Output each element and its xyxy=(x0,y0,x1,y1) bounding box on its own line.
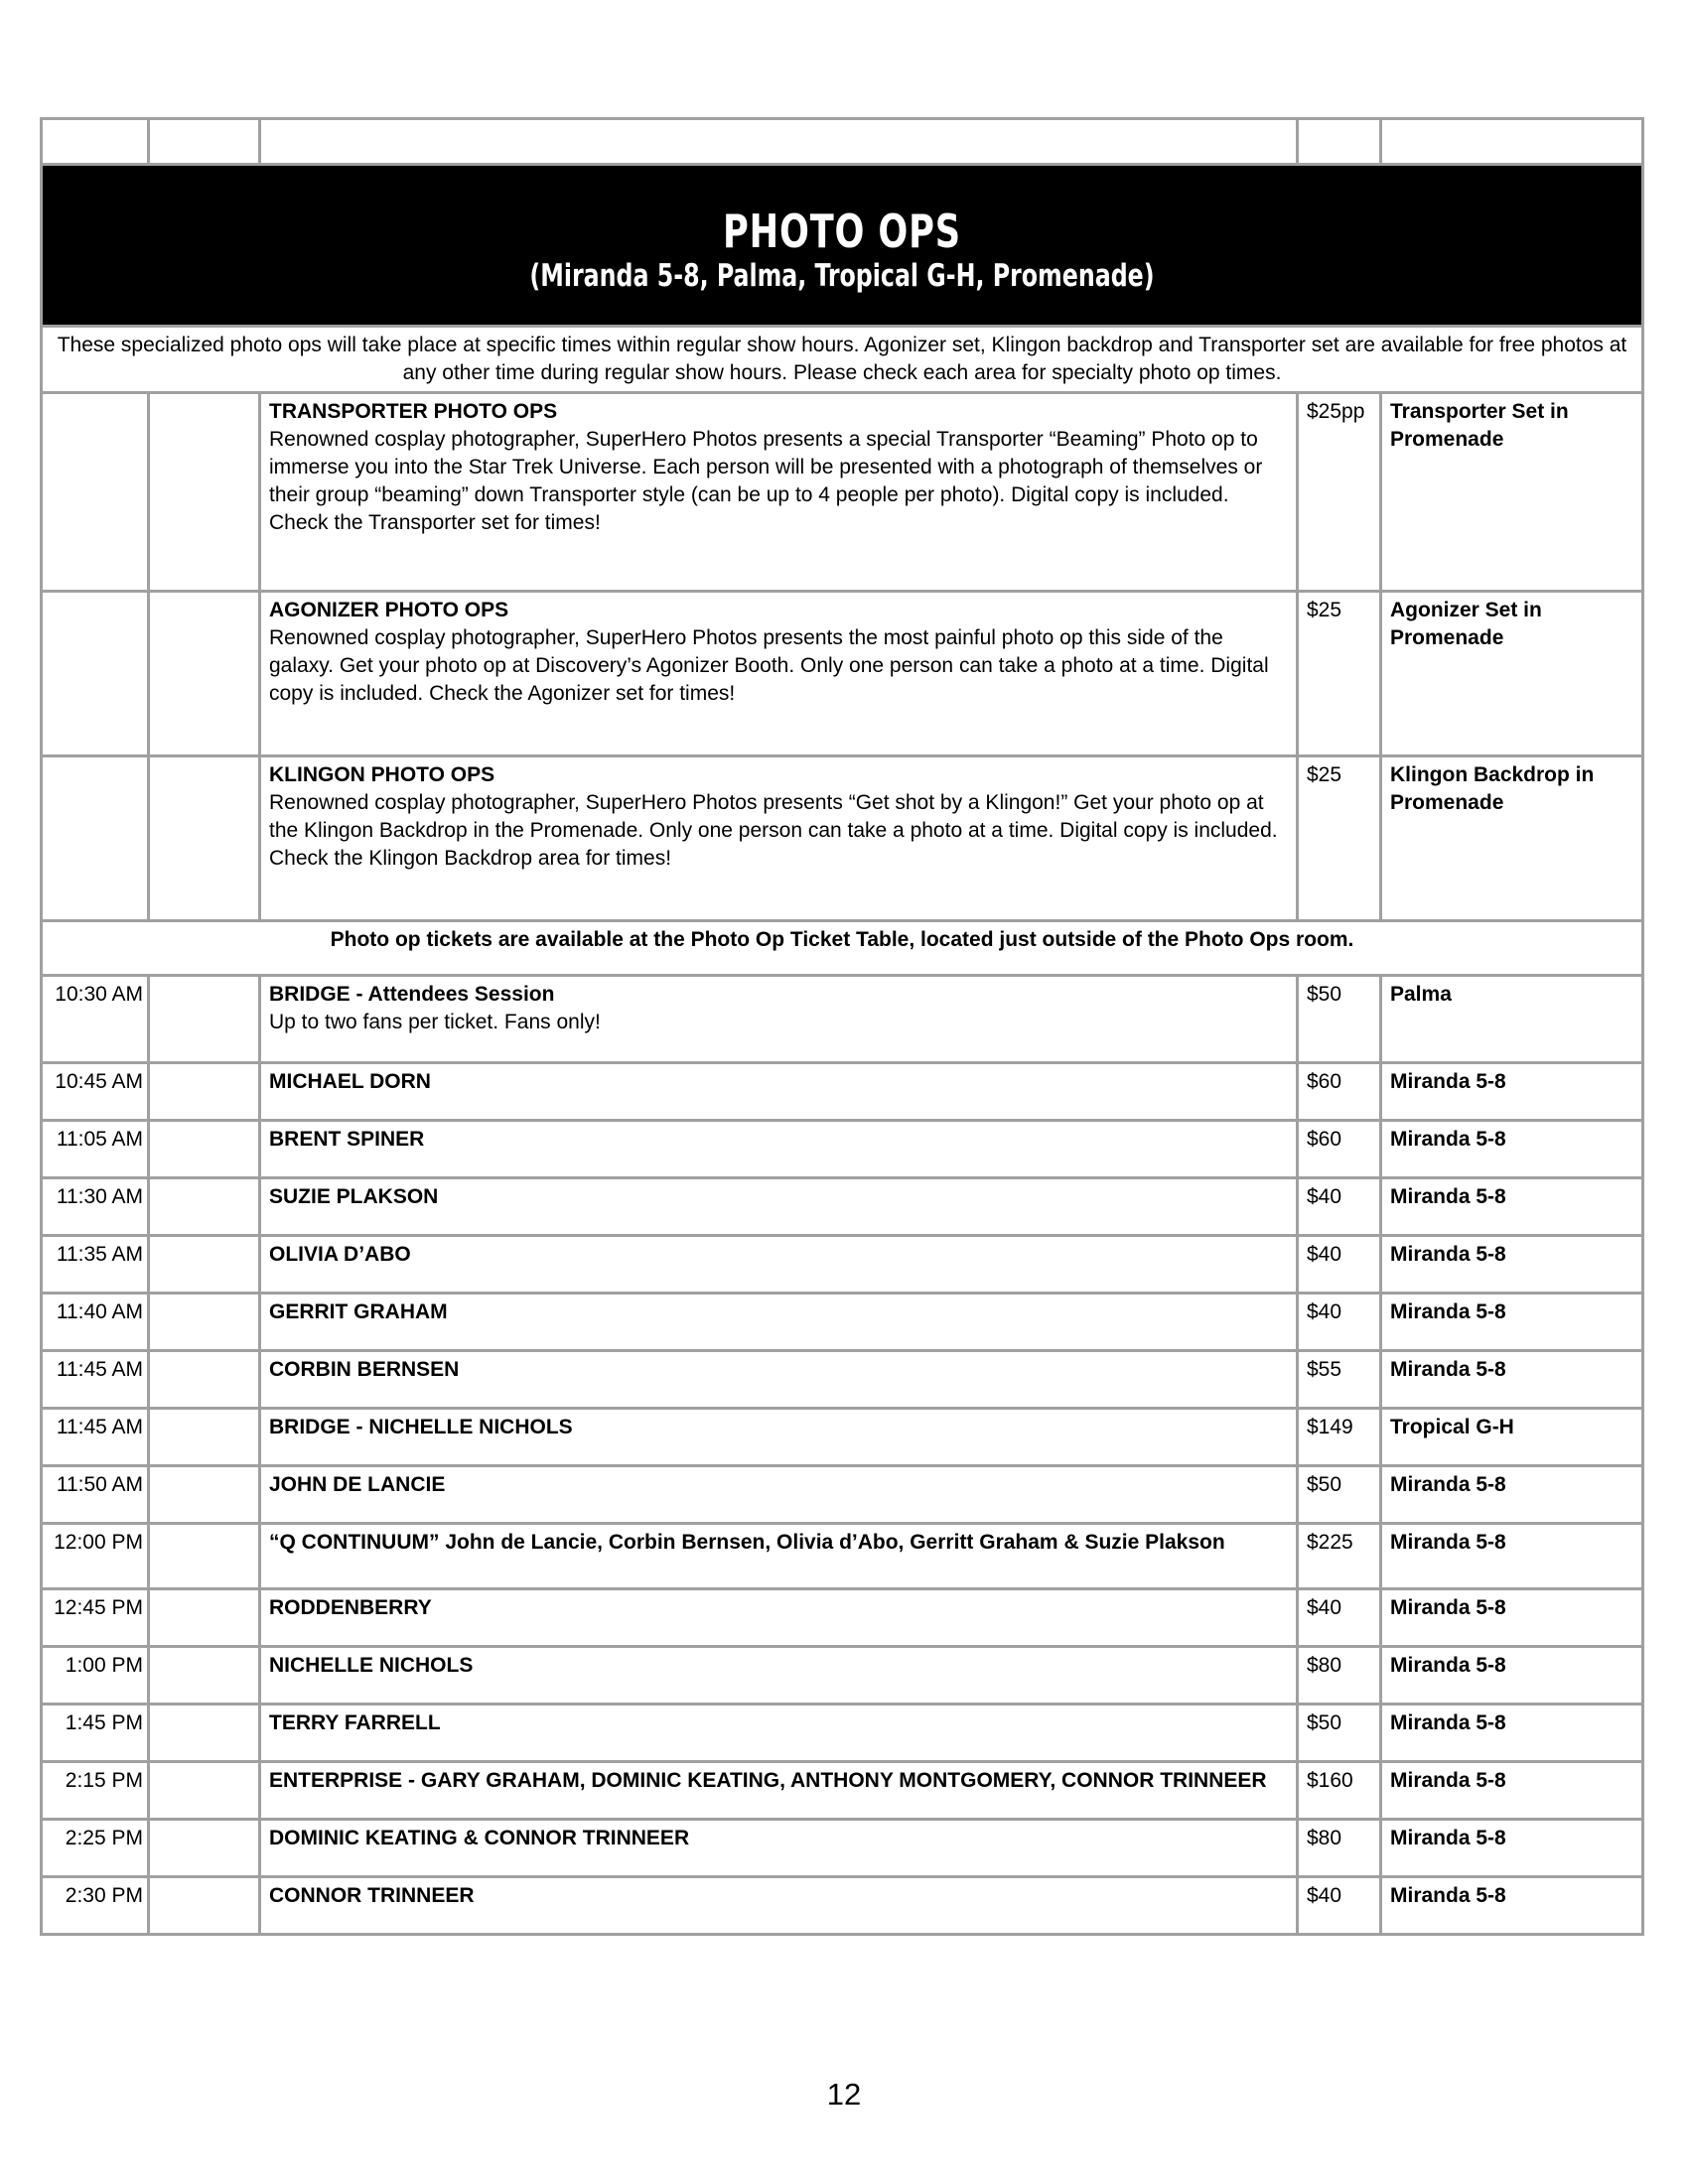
session-time: 11:45 AM xyxy=(42,1351,149,1409)
special-description: Renowned cosplay photographer, SuperHero Photos presents “Get shot by a Klingon!” Get your photo op at the Klingon Backdrop in the Promenade. Only one person can take a photo at a time. Digital copy is included. Check the Klingon Backdrop area for times! xyxy=(269,791,1278,870)
special-title: AGONIZER PHOTO OPS xyxy=(269,599,509,621)
banner xyxy=(42,165,1643,327)
special-description: Renowned cosplay photographer, SuperHero Photos presents the most painful photo op this side of the galaxy. Get your photo op at Discovery’s Agonizer Booth. Only one person can take a photo at a time. Digital copy is included. Check the Agonizer set for times! xyxy=(269,626,1269,705)
session-title-cell xyxy=(260,1877,1298,1935)
empty-cell xyxy=(42,592,149,756)
empty-cell xyxy=(149,592,260,756)
special-photo-op-row xyxy=(42,756,1643,921)
session-location: Miranda 5-8 xyxy=(1381,1762,1643,1820)
special-price: $25 xyxy=(1298,592,1381,756)
session-time: 2:30 PM xyxy=(42,1877,149,1935)
session-row xyxy=(42,1647,1643,1705)
session-location: Miranda 5-8 xyxy=(1381,1705,1643,1762)
empty-cell xyxy=(149,1705,260,1762)
intro-text: These specialized photo ops will take place at specific times within regular show hours. Agonizer set, Klingon backdrop and Transporter set are available for free photos at any other time during regular show hours. Please check each area for specialty photo op times. xyxy=(42,327,1643,393)
special-price: $25 xyxy=(1298,756,1381,921)
session-row xyxy=(42,1820,1643,1877)
special-photo-op-row xyxy=(42,592,1643,756)
session-title: JOHN DE LANCIE xyxy=(269,1473,446,1496)
session-title: ENTERPRISE - GARY GRAHAM, DOMINIC KEATING, ANTHONY MONTGOMERY, CONNOR TRINNEER xyxy=(269,1769,1267,1792)
session-price: $160 xyxy=(1298,1762,1381,1820)
session-location: Miranda 5-8 xyxy=(1381,1294,1643,1351)
special-location: Klingon Backdrop in Promenade xyxy=(1381,756,1643,921)
session-location: Miranda 5-8 xyxy=(1381,1524,1643,1589)
header-spacer-row xyxy=(42,119,1643,165)
session-title-cell xyxy=(260,1589,1298,1647)
session-title-cell xyxy=(260,1351,1298,1409)
special-location: Agonizer Set in Promenade xyxy=(1381,592,1643,756)
empty-cell xyxy=(149,976,260,1063)
session-title: DOMINIC KEATING & CONNOR TRINNEER xyxy=(269,1827,690,1849)
empty-cell xyxy=(42,119,149,165)
session-price: $40 xyxy=(1298,1178,1381,1236)
empty-cell xyxy=(260,119,1298,165)
session-location: Miranda 5-8 xyxy=(1381,1647,1643,1705)
session-price: $40 xyxy=(1298,1589,1381,1647)
session-title-cell xyxy=(260,1705,1298,1762)
session-time: 10:45 AM xyxy=(42,1063,149,1121)
empty-cell xyxy=(42,393,149,592)
session-title: BRENT SPINER xyxy=(269,1128,425,1151)
session-row xyxy=(42,1877,1643,1935)
session-title-cell xyxy=(260,1294,1298,1351)
empty-cell xyxy=(149,1466,260,1524)
session-location: Miranda 5-8 xyxy=(1381,1466,1643,1524)
session-title: OLIVIA D’ABO xyxy=(269,1243,411,1266)
session-title-cell xyxy=(260,1178,1298,1236)
empty-cell xyxy=(149,1121,260,1178)
session-time: 11:30 AM xyxy=(42,1178,149,1236)
session-price: $50 xyxy=(1298,1705,1381,1762)
session-price: $40 xyxy=(1298,1294,1381,1351)
empty-cell xyxy=(149,1762,260,1820)
session-title-cell xyxy=(260,1820,1298,1877)
banner-subtitle: (Miranda 5-8, Palma, Tropical G-H, Promenade) xyxy=(529,258,1155,294)
session-title-cell xyxy=(260,1236,1298,1294)
special-description-cell xyxy=(260,393,1298,592)
banner-title: PHOTO OPS xyxy=(723,205,961,258)
photo-ops-table xyxy=(40,117,1644,1936)
session-row xyxy=(42,1705,1643,1762)
session-location: Miranda 5-8 xyxy=(1381,1236,1643,1294)
empty-cell xyxy=(149,1178,260,1236)
empty-cell xyxy=(1381,119,1643,165)
special-location: Transporter Set in Promenade xyxy=(1381,393,1643,592)
session-row xyxy=(42,976,1643,1063)
special-title: TRANSPORTER PHOTO OPS xyxy=(269,400,558,423)
session-row xyxy=(42,1589,1643,1647)
session-time: 1:45 PM xyxy=(42,1705,149,1762)
session-location: Miranda 5-8 xyxy=(1381,1121,1643,1178)
session-price: $50 xyxy=(1298,976,1381,1063)
session-time: 11:35 AM xyxy=(42,1236,149,1294)
session-row xyxy=(42,1063,1643,1121)
banner-row xyxy=(42,165,1643,327)
empty-cell xyxy=(149,756,260,921)
session-price: $60 xyxy=(1298,1121,1381,1178)
empty-cell xyxy=(149,119,260,165)
session-price: $55 xyxy=(1298,1351,1381,1409)
session-title: GERRIT GRAHAM xyxy=(269,1300,448,1323)
session-title-cell xyxy=(260,1063,1298,1121)
special-title: KLINGON PHOTO OPS xyxy=(269,763,495,786)
session-note: Up to two fans per ticket. Fans only! xyxy=(269,1011,601,1033)
session-title: NICHELLE NICHOLS xyxy=(269,1654,474,1677)
session-row xyxy=(42,1524,1643,1589)
empty-cell xyxy=(149,1647,260,1705)
empty-cell xyxy=(149,1589,260,1647)
session-time: 11:50 AM xyxy=(42,1466,149,1524)
special-description-cell xyxy=(260,756,1298,921)
session-price: $80 xyxy=(1298,1820,1381,1877)
empty-cell xyxy=(149,1820,260,1877)
session-location: Miranda 5-8 xyxy=(1381,1063,1643,1121)
session-location: Miranda 5-8 xyxy=(1381,1877,1643,1935)
session-title: CONNOR TRINNEER xyxy=(269,1884,475,1907)
session-time: 11:05 AM xyxy=(42,1121,149,1178)
session-time: 11:40 AM xyxy=(42,1294,149,1351)
empty-cell xyxy=(42,756,149,921)
session-price: $225 xyxy=(1298,1524,1381,1589)
session-time: 1:00 PM xyxy=(42,1647,149,1705)
session-time: 2:25 PM xyxy=(42,1820,149,1877)
session-row xyxy=(42,1294,1643,1351)
special-description-cell xyxy=(260,592,1298,756)
session-row xyxy=(42,1178,1643,1236)
session-location: Miranda 5-8 xyxy=(1381,1178,1643,1236)
session-price: $40 xyxy=(1298,1236,1381,1294)
session-price: $50 xyxy=(1298,1466,1381,1524)
session-row xyxy=(42,1351,1643,1409)
special-photo-op-row xyxy=(42,393,1643,592)
empty-cell xyxy=(149,1524,260,1589)
session-title: TERRY FARRELL xyxy=(269,1711,441,1734)
session-title: “Q CONTINUUM” John de Lancie, Corbin Bernsen, Olivia d’Abo, Gerritt Graham & Suzie Plakson xyxy=(269,1531,1225,1554)
session-location: Miranda 5-8 xyxy=(1381,1351,1643,1409)
session-row xyxy=(42,1409,1643,1466)
session-time: 12:00 PM xyxy=(42,1524,149,1589)
session-title: SUZIE PLAKSON xyxy=(269,1185,439,1208)
session-price: $60 xyxy=(1298,1063,1381,1121)
session-title: BRIDGE - Attendees Session xyxy=(269,983,555,1006)
ticket-notice: Photo op tickets are available at the Photo Op Ticket Table, located just outside of the Photo Ops room. xyxy=(42,921,1643,976)
session-location: Palma xyxy=(1381,976,1643,1063)
session-price: $40 xyxy=(1298,1877,1381,1935)
empty-cell xyxy=(149,393,260,592)
empty-cell xyxy=(149,1063,260,1121)
session-row xyxy=(42,1236,1643,1294)
empty-cell xyxy=(149,1294,260,1351)
special-description: Renowned cosplay photographer, SuperHero Photos presents a special Transporter “Beaming” Photo op to immerse you into the Star Trek Universe. Each person will be presented with a photograph of themselves or their group “beaming” down Transporter style (can be up to 4 people per photo). Digital copy is included. Check the Transporter set for times! xyxy=(269,428,1263,534)
ticket-notice-row xyxy=(42,921,1643,976)
session-row xyxy=(42,1762,1643,1820)
session-row xyxy=(42,1121,1643,1178)
session-title-cell xyxy=(260,1466,1298,1524)
session-title-cell xyxy=(260,1647,1298,1705)
session-time: 10:30 AM xyxy=(42,976,149,1063)
page-number: 12 xyxy=(826,2077,862,2112)
empty-cell xyxy=(149,1877,260,1935)
empty-cell xyxy=(149,1351,260,1409)
session-title-cell xyxy=(260,976,1298,1063)
session-title-cell xyxy=(260,1121,1298,1178)
session-price: $149 xyxy=(1298,1409,1381,1466)
session-title: RODDENBERRY xyxy=(269,1596,432,1619)
session-row xyxy=(42,1466,1643,1524)
empty-cell xyxy=(1298,119,1381,165)
session-title: BRIDGE - NICHELLE NICHOLS xyxy=(269,1416,573,1438)
intro-row xyxy=(42,327,1643,393)
table-body xyxy=(42,119,1643,1935)
session-title-cell xyxy=(260,1409,1298,1466)
session-price: $80 xyxy=(1298,1647,1381,1705)
empty-cell xyxy=(149,1236,260,1294)
session-location: Tropical G-H xyxy=(1381,1409,1643,1466)
session-location: Miranda 5-8 xyxy=(1381,1820,1643,1877)
session-location: Miranda 5-8 xyxy=(1381,1589,1643,1647)
session-title: MICHAEL DORN xyxy=(269,1070,431,1093)
session-title-cell xyxy=(260,1524,1298,1589)
session-title: CORBIN BERNSEN xyxy=(269,1358,460,1381)
empty-cell xyxy=(149,1409,260,1466)
session-time: 12:45 PM xyxy=(42,1589,149,1647)
special-price: $25pp xyxy=(1298,393,1381,592)
session-time: 2:15 PM xyxy=(42,1762,149,1820)
session-time: 11:45 AM xyxy=(42,1409,149,1466)
session-title-cell xyxy=(260,1762,1298,1820)
